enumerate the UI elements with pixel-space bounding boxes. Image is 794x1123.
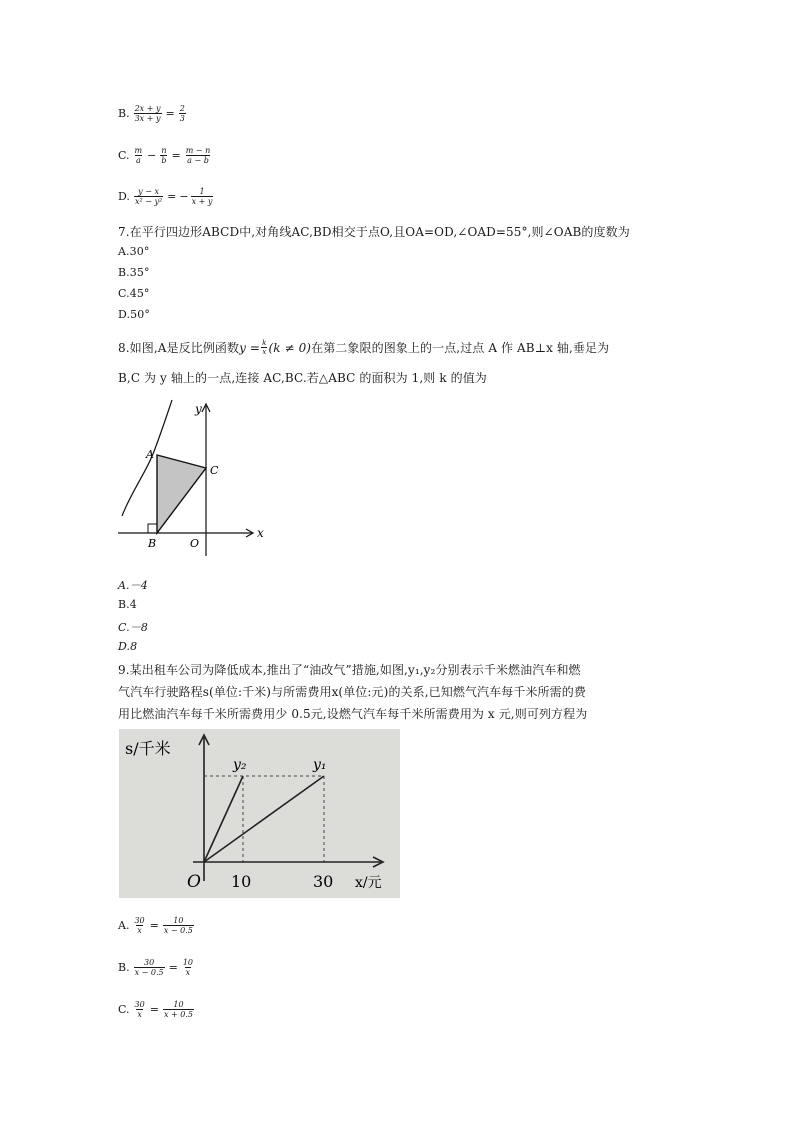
- fraction-left: [134, 187, 163, 206]
- numerator: 30: [134, 916, 145, 925]
- numerator: 1: [199, 187, 205, 196]
- denominator: x − 0.5: [163, 926, 193, 935]
- fraction-right: [185, 146, 212, 165]
- label-x: x: [257, 526, 264, 540]
- q9-stem-line1: 9.某出租车公司为降低成本,推出了“油改气”措施,如图,y₁,y₂分别表示千米燃油汽车和燃: [118, 663, 581, 677]
- tick-10: 10: [231, 872, 252, 891]
- q7-option-d: D.50°: [118, 308, 150, 321]
- equals-sign: =: [171, 149, 181, 162]
- numerator: 2: [179, 104, 185, 113]
- denominator: x + 0.5: [163, 1010, 193, 1019]
- fraction-left: [134, 1000, 146, 1019]
- denominator: b: [161, 156, 167, 165]
- stem-text: 8.如图,A是反比例函数: [118, 341, 240, 355]
- label-x: x/元: [355, 875, 382, 891]
- option-label: B.: [118, 107, 130, 120]
- numerator: m − n: [185, 146, 211, 155]
- equals-sign: =: [149, 1003, 159, 1016]
- q7-option-c: C.45°: [118, 287, 150, 300]
- formula-fraction: [261, 339, 267, 356]
- fraction-left: [133, 916, 145, 935]
- q8-option-b: B.4: [118, 598, 137, 611]
- numerator: n: [161, 146, 167, 155]
- q9-option-b: [118, 958, 195, 977]
- q6-option-b: [118, 104, 187, 123]
- q9-stem-line2: 气汽车行驶路程s(单位:千米)与所需费用x(单位:元)的关系,已知燃气汽车每千米所需的费: [118, 685, 586, 699]
- fraction-right: [191, 187, 214, 206]
- q7-option-a: A.30°: [118, 245, 150, 258]
- equals-sign: =: [149, 919, 159, 932]
- tick-30: 30: [313, 872, 334, 891]
- numerator: 30: [144, 958, 155, 967]
- q8-option-d: D.8: [118, 640, 138, 653]
- right-angle-marker: [148, 524, 157, 533]
- negative-sign: −: [179, 190, 189, 203]
- denominator: 3: [179, 114, 185, 123]
- numerator: 2x + y: [134, 104, 161, 113]
- stem-text: 在第二象限的图象上的一点,过点 A 作 AB⊥x 轴,垂足为: [311, 341, 610, 355]
- q8-option-a: A.－4: [118, 579, 148, 592]
- fraction-left: [134, 958, 165, 977]
- q7-stem: 7.在平行四边形ABCD中,对角线AC,BD相交于点O,且OA=OD,∠OAD=55°,则∠OAB的度数为: [118, 225, 630, 239]
- q9-figure: [119, 729, 400, 898]
- label-c: C: [210, 464, 219, 477]
- fraction-b: [160, 146, 167, 165]
- option-label: D.: [118, 190, 130, 203]
- fraction-right: [163, 1000, 194, 1019]
- fraction-a: [134, 146, 144, 165]
- q9-stem-line3: 用比燃油汽车每千米所需费用少 0.5元,设燃气汽车每千米所需费用为 x 元,则可列方程为: [118, 707, 588, 721]
- q8-stem-line1: [118, 339, 609, 356]
- formula-condition: (k ≠ 0): [268, 340, 312, 355]
- label-o: O: [187, 872, 201, 892]
- q8-stem-line2: B,C 为 y 轴上的一点,连接 AC,BC.若△ABC 的面积为 1,则 k 的值为: [118, 371, 487, 385]
- q6-option-c: [118, 146, 212, 165]
- formula-y: y =: [239, 340, 261, 355]
- label-y1: y₁: [313, 757, 327, 773]
- equals-sign: =: [167, 190, 177, 203]
- numerator: 10: [173, 916, 184, 925]
- q6-option-d: [118, 187, 214, 206]
- numerator: 10: [182, 958, 194, 967]
- minus-sign: −: [147, 149, 157, 162]
- fraction-right: [163, 916, 194, 935]
- equals-sign: =: [168, 961, 178, 974]
- label-y: y: [195, 402, 202, 416]
- denominator: x + y: [191, 197, 213, 206]
- option-label: A.: [118, 919, 130, 932]
- label-s: s/千米: [125, 739, 171, 758]
- denominator: 3x + y: [134, 114, 161, 123]
- label-b: B: [148, 537, 157, 550]
- numerator: y − x: [138, 187, 159, 196]
- numerator: k: [262, 339, 267, 347]
- denominator: x² − y²: [134, 197, 163, 206]
- option-label: C.: [118, 1003, 130, 1016]
- option-label: B.: [118, 961, 130, 974]
- fraction-left: [134, 104, 162, 123]
- denominator: x: [137, 926, 142, 935]
- denominator: x: [185, 968, 191, 977]
- label-y2: y₂: [233, 757, 247, 773]
- equals-sign: =: [165, 107, 175, 120]
- fraction-right: [182, 958, 194, 977]
- triangle-abc: [157, 455, 206, 533]
- numerator: 30: [134, 1000, 145, 1009]
- option-label: C.: [118, 149, 130, 162]
- q9-option-a: [118, 916, 195, 935]
- denominator: a: [135, 156, 141, 165]
- denominator: a − b: [187, 156, 209, 165]
- q7-option-b: B.35°: [118, 266, 150, 279]
- label-o: O: [190, 537, 200, 550]
- denominator: x − 0.5: [134, 968, 164, 977]
- q9-option-c: [118, 1000, 195, 1019]
- q8-figure: [110, 398, 270, 563]
- label-a: A: [146, 448, 154, 461]
- denominator: x: [262, 348, 267, 356]
- fraction-right: [179, 104, 186, 123]
- q8-option-c: C.－8: [118, 621, 148, 634]
- denominator: x: [137, 1010, 142, 1019]
- numerator: 10: [173, 1000, 184, 1009]
- numerator: m: [134, 146, 143, 155]
